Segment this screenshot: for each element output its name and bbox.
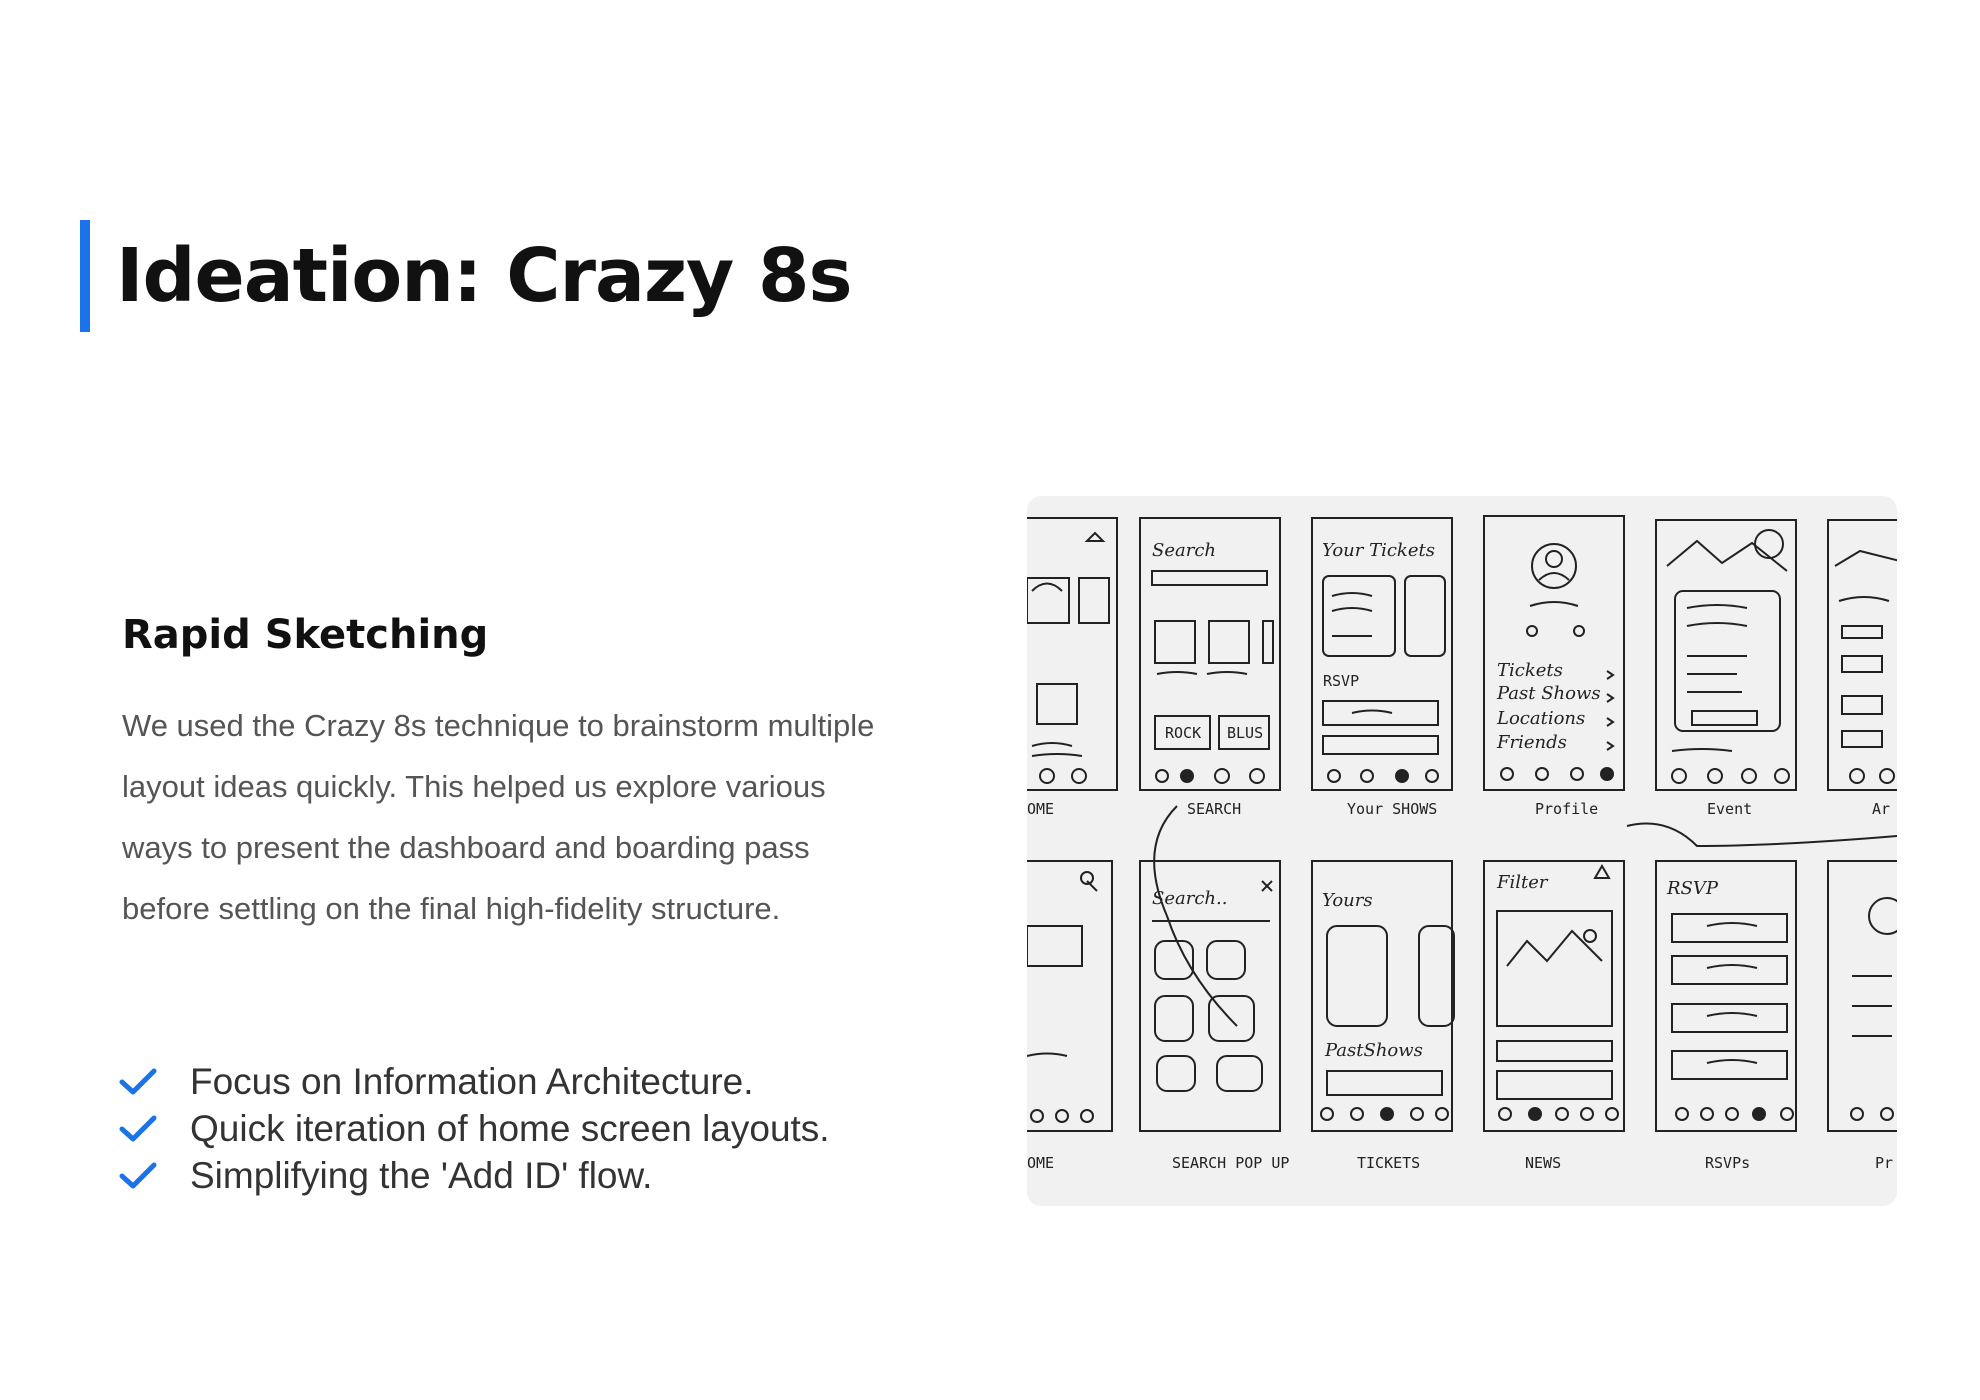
sketch-text: Tickets bbox=[1497, 660, 1563, 681]
flow-arrow bbox=[1627, 824, 1897, 847]
filter-sketch bbox=[1496, 866, 1612, 1099]
sketch-label: Pr bbox=[1875, 1154, 1894, 1172]
section-heading: Rapid Sketching bbox=[122, 612, 489, 658]
sketch-label: SEARCH POP UP bbox=[1172, 1154, 1290, 1172]
sketch-text: BLUS bbox=[1227, 724, 1264, 742]
paragraph-line: layout ideas quickly. This helped us explore various bbox=[122, 769, 826, 804]
checklist-item-text: Quick iteration of home screen layouts. bbox=[190, 1107, 830, 1149]
checklist bbox=[118, 1058, 830, 1199]
sketch-text: Friends bbox=[1497, 732, 1567, 753]
paragraph-line: before settling on the final high-fidelity structure. bbox=[122, 891, 781, 926]
sketch-text: Your Tickets bbox=[1322, 540, 1435, 561]
sketch-text: RSVP bbox=[1323, 672, 1360, 690]
sketch-label: TICKETS bbox=[1357, 1154, 1421, 1172]
checkmark-icon bbox=[118, 1113, 158, 1145]
search-popup-sketch bbox=[1152, 806, 1272, 1091]
sketch-text: Filter bbox=[1497, 872, 1548, 893]
sketch-drawing bbox=[1027, 496, 1897, 1206]
tickets-sketch bbox=[1322, 540, 1445, 754]
page-title: Ideation: Crazy 8s bbox=[116, 233, 852, 319]
checklist-item bbox=[118, 1152, 830, 1199]
partial-bottom-screen-sketch bbox=[1852, 898, 1897, 1036]
sketch-label: Your SHOWS bbox=[1347, 800, 1438, 818]
sketch-label: Event bbox=[1707, 800, 1753, 818]
partial-screen-sketch bbox=[1835, 551, 1897, 747]
sketch-label: NEWS bbox=[1525, 1154, 1562, 1172]
sketch-label: OME bbox=[1027, 800, 1055, 818]
yours-sketch bbox=[1322, 890, 1454, 1095]
sketch-text: ROCK bbox=[1165, 724, 1202, 742]
profile-sketch bbox=[1496, 544, 1613, 753]
sketch-label: SEARCH bbox=[1187, 800, 1242, 818]
checkmark-icon bbox=[118, 1160, 158, 1192]
rsvp-sketch bbox=[1666, 878, 1787, 1079]
sketch-label: OME bbox=[1027, 1154, 1055, 1172]
sketch-text: Yours bbox=[1322, 890, 1373, 911]
title-accent-bar bbox=[80, 220, 90, 332]
sketch-text: Locations bbox=[1497, 708, 1586, 729]
search-sketch bbox=[1152, 540, 1273, 749]
paragraph-line: ways to present the dashboard and boarding pass bbox=[122, 830, 810, 865]
page-title-block bbox=[80, 220, 852, 332]
home-bottom-sketch bbox=[1027, 872, 1097, 1056]
home-sketch bbox=[1027, 533, 1109, 756]
sketch-text: Search.. bbox=[1152, 888, 1228, 909]
checklist-item bbox=[118, 1105, 830, 1152]
checklist-item bbox=[118, 1058, 830, 1105]
wireframe-sketch-image bbox=[1027, 496, 1897, 1206]
sketch-label: Profile bbox=[1535, 800, 1599, 818]
sketch-text: RSVP bbox=[1667, 878, 1718, 899]
sketch-label: Ar bbox=[1872, 800, 1891, 818]
section-paragraph bbox=[122, 695, 972, 939]
checklist-item-text: Simplifying the 'Add ID' flow. bbox=[190, 1154, 653, 1196]
sketch-text: Past Shows bbox=[1497, 683, 1601, 704]
checklist-item-text: Focus on Information Architecture. bbox=[190, 1060, 754, 1102]
sketch-text: Search bbox=[1152, 540, 1216, 561]
sketch-label: RSVPs bbox=[1705, 1154, 1751, 1172]
sketch-text: PastShows bbox=[1325, 1040, 1423, 1061]
checkmark-icon bbox=[118, 1066, 158, 1098]
paragraph-line: We used the Crazy 8s technique to brainstorm multiple bbox=[122, 708, 875, 743]
event-sketch bbox=[1667, 530, 1787, 751]
nav-dots bbox=[1031, 768, 1894, 1122]
